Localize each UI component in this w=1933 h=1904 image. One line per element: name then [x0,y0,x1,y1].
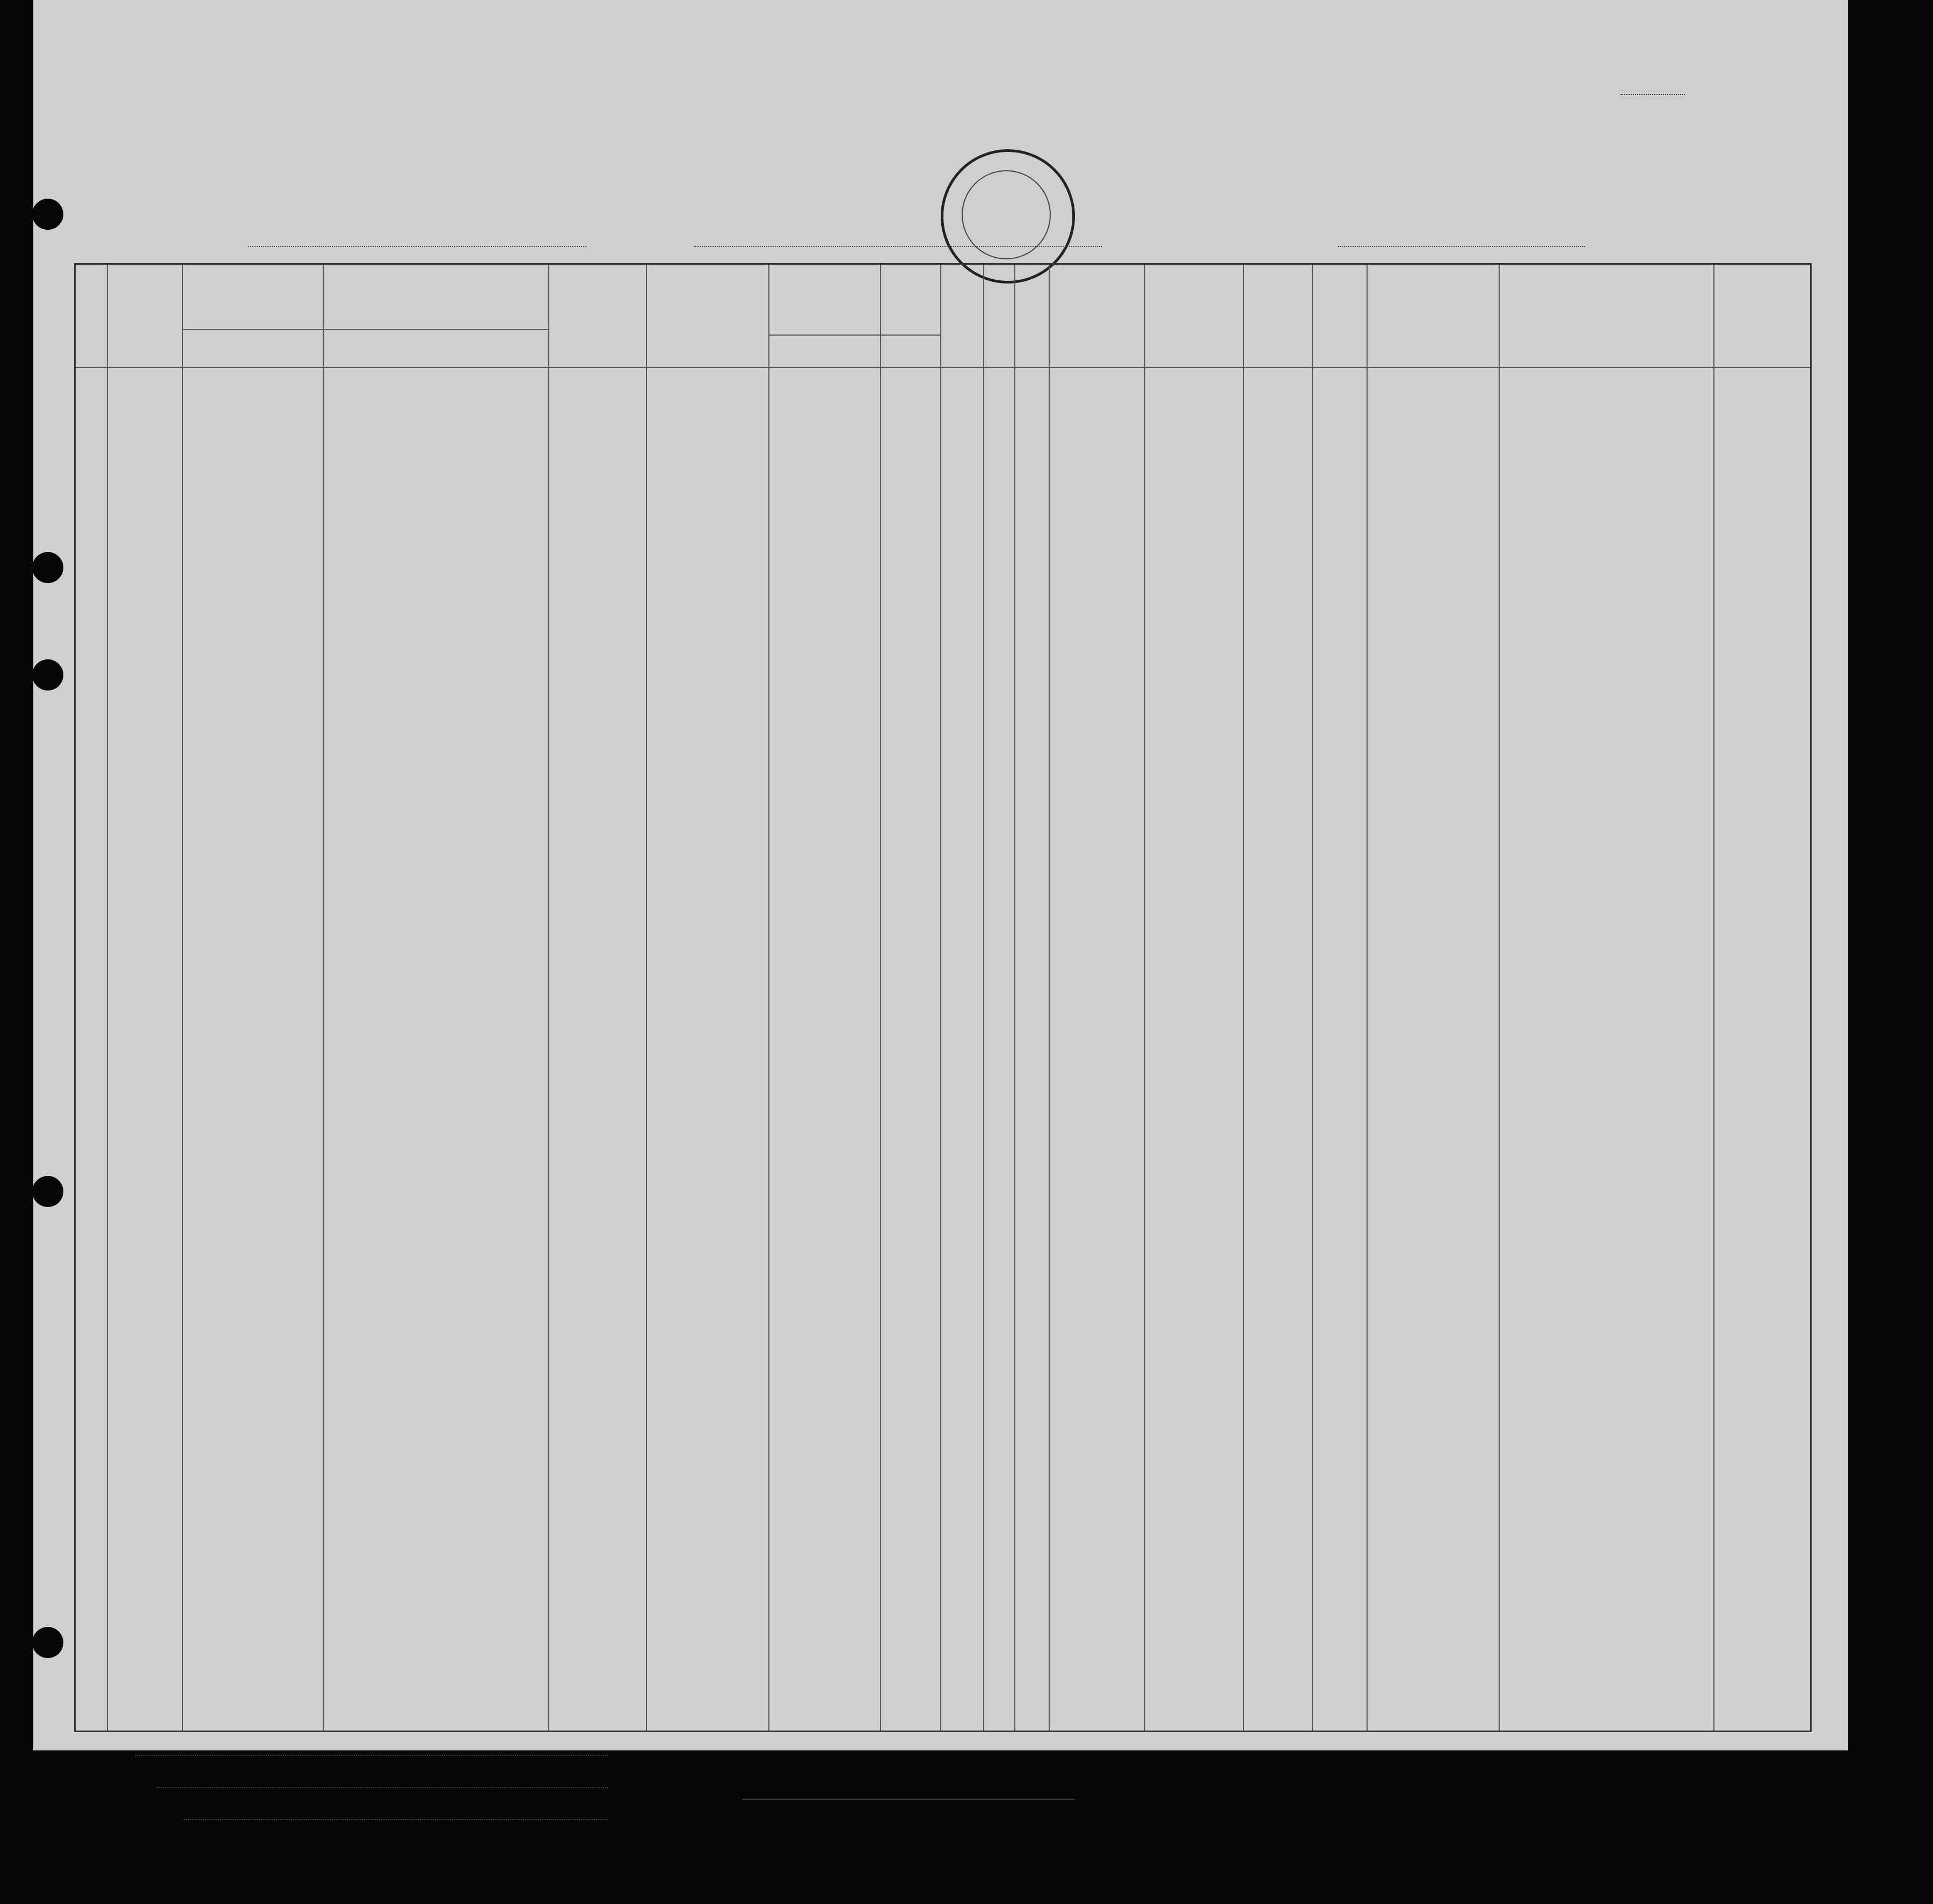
sheet-number [1617,85,1685,98]
punch-hole [32,199,63,230]
column-divider [1049,265,1050,1731]
column-divider [983,265,984,1731]
column-header [1016,268,1047,273]
column-header [1716,268,1808,289]
column-divider [1144,265,1145,1731]
column-divider [1367,265,1368,1731]
column-header [78,268,105,273]
punch-hole [32,659,63,691]
column-divider [1312,265,1313,1731]
punch-hole [32,1176,63,1207]
column-header [1146,268,1241,273]
column-divider [323,265,324,1731]
column-divider [1499,265,1500,1731]
column-divider [1243,265,1244,1731]
column-divider [768,265,769,1731]
subheader-divider [182,329,548,330]
column-header [1369,268,1496,273]
column-divider [107,265,108,1731]
column-divider [880,265,881,1731]
manifest-sheet [33,0,1848,1750]
column-divider [1713,265,1714,1731]
header-divider [76,367,1810,368]
crew-table [74,263,1812,1732]
column-divider [548,265,549,1731]
column-header [1314,268,1364,273]
column-header [1051,268,1142,273]
column-divider [182,265,183,1731]
column-header [109,268,180,273]
column-header [1501,268,1711,273]
column-header [1245,268,1310,273]
column-header [184,268,546,289]
column-divider [940,265,941,1731]
column-header [942,268,981,273]
punch-hole [32,552,63,583]
column-divider [1014,265,1015,1731]
column-divider [646,265,647,1731]
column-header [550,268,644,273]
column-header [985,268,1012,273]
subheader-divider [768,335,940,336]
column-header [771,268,938,289]
punch-hole [32,1627,63,1658]
column-header [648,268,766,273]
